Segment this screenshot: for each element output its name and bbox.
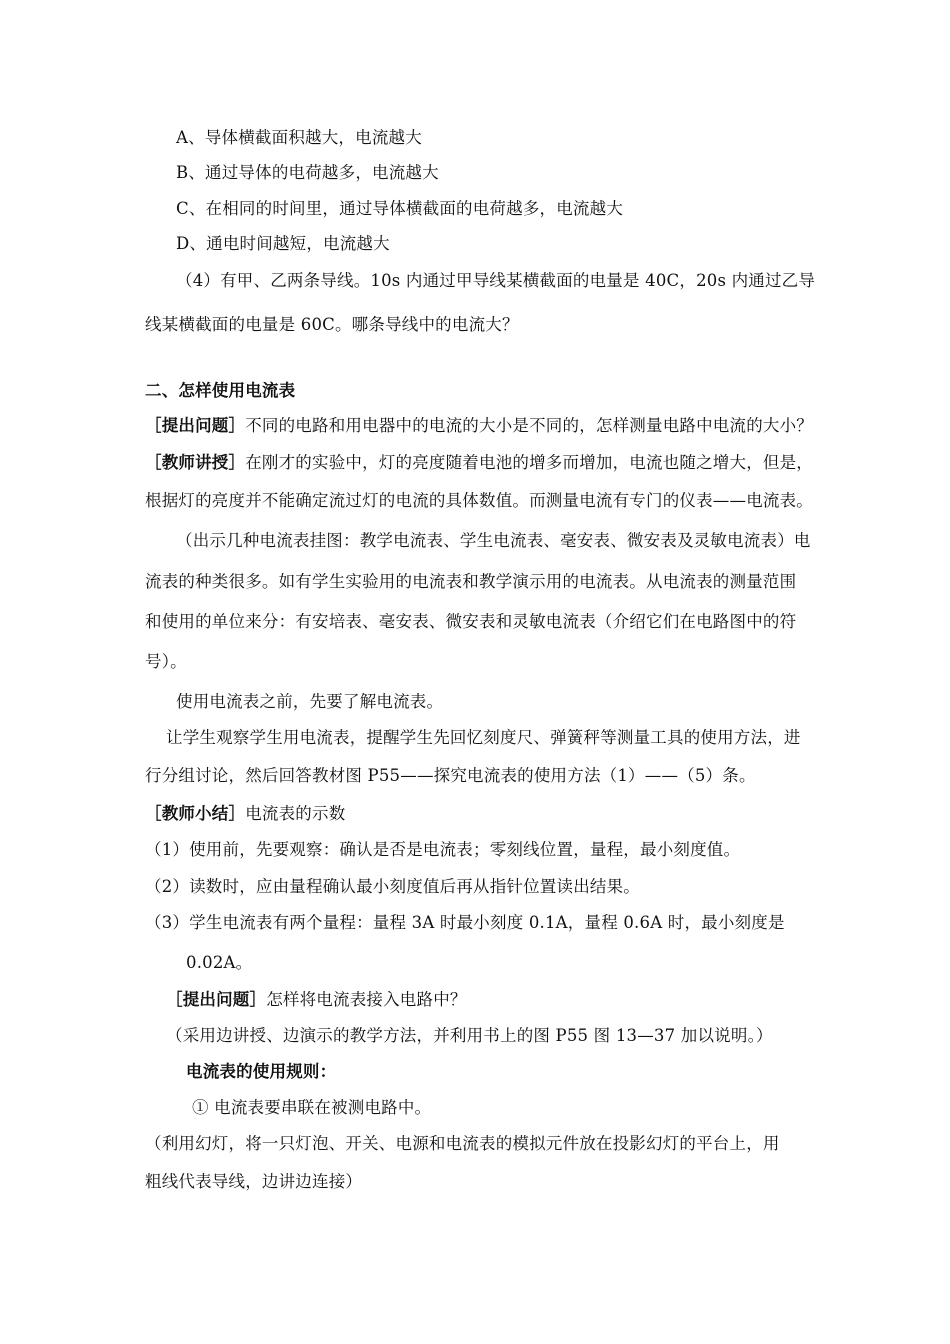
teacher-lecture-line-2: 根据灯的亮度并不能确定流过灯的电流的具体数值。而测量电流有专门的仪表——电流表。 (145, 491, 813, 510)
option-d: D、通电时间越短，电流越大 (176, 234, 390, 253)
demo-note-line-1: （利用幻灯，将一只灯泡、开关、电源和电流表的模拟元件放在投影幻灯的平台上，用 (145, 1134, 780, 1153)
before-use-paragraph: 使用电流表之前，先要了解电流表。 (176, 692, 444, 711)
teacher-summary (145, 803, 345, 825)
question-4-line-1: （4）有甲、乙两条导线。10s 内通过甲导线某横截面的电量是 40C，20s 内通过乙导 (176, 271, 816, 290)
raise-question-2-tag: ［提出问题］ (166, 990, 267, 1009)
teacher-summary-tag: ［教师小结］ (145, 804, 246, 823)
raise-question-tag: ［提出问题］ (145, 416, 246, 435)
summary-item-3-line-2: 0.02A。 (186, 953, 253, 972)
show-charts-line-4: 号）。 (145, 652, 187, 671)
teacher-lecture-text: 在刚才的实验中，灯的亮度随着电池的增多而增加，电流也随之增大，但是， (245, 453, 814, 472)
question-4-line-2: 线某横截面的电量是 60C。哪条导线中的电流大？ (145, 315, 519, 334)
show-charts-line-3: 和使用的单位来分：有安培表、毫安表、微安表和灵敏电流表（介绍它们在电路图中的符 (145, 612, 797, 631)
usage-rule-1: ① 电流表要串联在被测电路中。 (192, 1098, 432, 1117)
teacher-lecture-line-1 (145, 452, 813, 474)
demo-note-line-2: 粗线代表导线，边讲边连接） (145, 1172, 363, 1191)
summary-item-1: （1）使用前，先要观察：确认是否是电流表；零刻线位置，量程，最小刻度值。 (145, 840, 741, 859)
raise-question-1 (145, 415, 813, 437)
option-b: B、通过导体的电荷越多，电流越大 (176, 163, 439, 182)
summary-item-3-line-1: （3）学生电流表有两个量程：量程 3A 时最小刻度 0.1A，量程 0.6A 时，最小刻度是 (145, 913, 785, 932)
usage-rules-heading: 电流表的使用规则： (186, 1062, 337, 1081)
method-note: （采用边讲授、边演示的教学方法，并利用书上的图 P55 图 13—37 加以说明。） (166, 1026, 773, 1045)
raise-question-text: 不同的电路和用电器中的电流的大小是不同的，怎样测量电路中电流的大小？ (245, 416, 814, 435)
teacher-lecture-tag: ［教师讲授］ (145, 453, 246, 472)
raise-question-2 (166, 989, 467, 1011)
teacher-summary-text: 电流表的示数 (245, 804, 346, 823)
section-2-heading: 二、怎样使用电流表 (145, 381, 296, 400)
show-charts-line-2: 流表的种类很多。如有学生实验用的电流表和教学演示用的电流表。从电流表的测量范围 (145, 572, 797, 591)
observe-line-1: 让学生观察学生用电流表，提醒学生先回忆刻度尺、弹簧秤等测量工具的使用方法，进 (166, 728, 801, 747)
show-charts-line-1: （出示几种电流表挂图：教学电流表、学生电流表、毫安表、微安表及灵敏电流表）电 (176, 531, 811, 550)
option-a: A、导体横截面积越大，电流越大 (176, 128, 422, 147)
option-c: C、在相同的时间里，通过导体横截面的电荷越多，电流越大 (176, 199, 624, 218)
observe-line-2: 行分组讨论，然后回答教材图 P55——探究电流表的使用方法（1）——（5）条。 (145, 766, 756, 785)
raise-question-2-text: 怎样将电流表接入电路中？ (266, 990, 467, 1009)
summary-item-2: （2）读数时，应由量程确认最小刻度值后再从指针位置读出结果。 (145, 877, 640, 896)
